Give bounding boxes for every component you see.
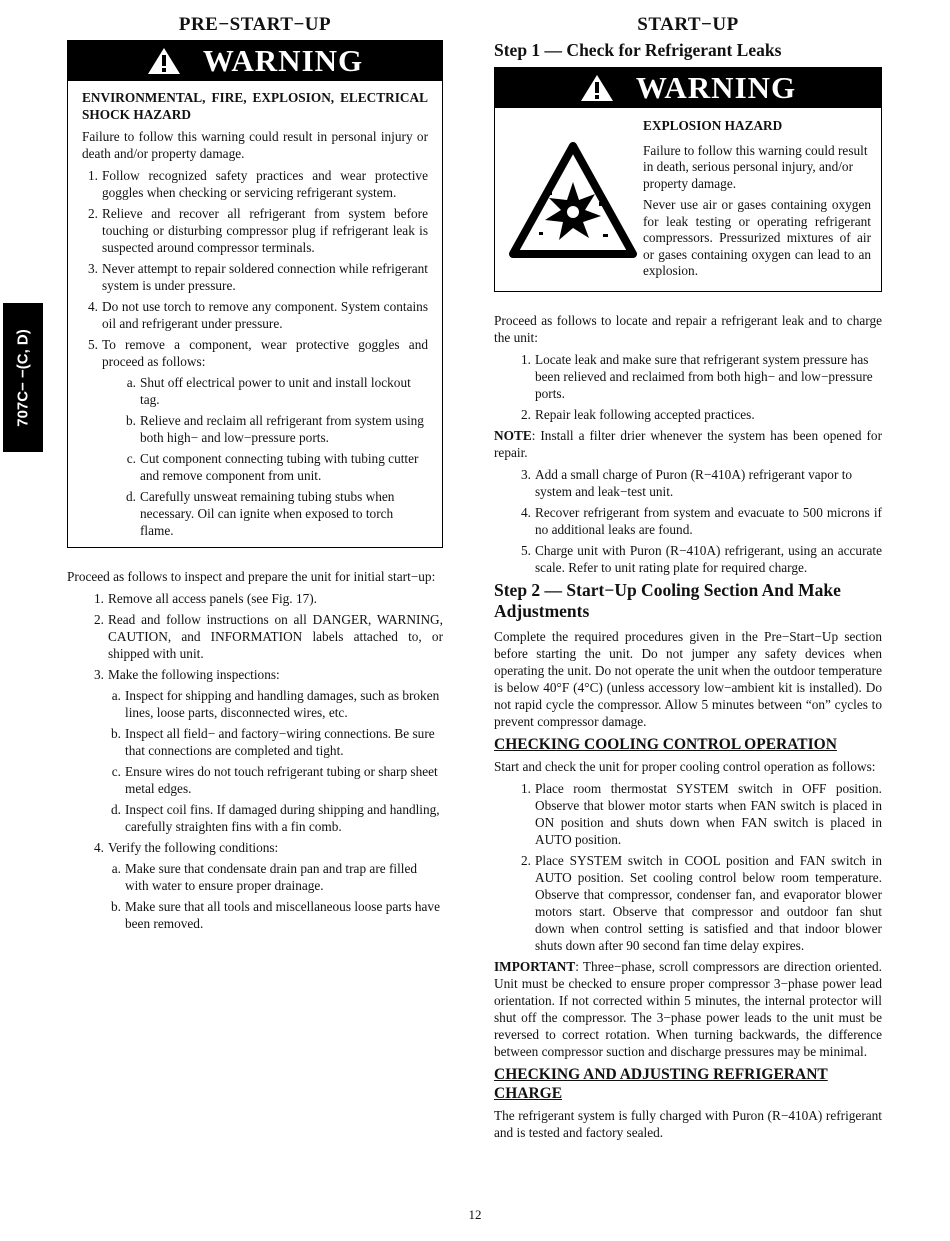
- explosion-hazard-icon: [509, 142, 637, 260]
- warning-label: WARNING: [635, 70, 797, 105]
- right-warning-box: [494, 67, 882, 292]
- warning-p1: Failure to follow this warning could result in death, serious personal injury, and/or property damage.: [643, 142, 868, 191]
- list-item: 5. To remove a component, wear protective goggles and proceed as follows:: [88, 337, 428, 369]
- step2-title: Step 2 — Start−Up Cooling Section And Make Adjustments: [494, 579, 841, 621]
- list-item: 1. Place room thermostat SYSTEM switch in OFF position. Observe that blower motor starts when FAN switch is placed in ON position and shuts down when FAN switch is placed in AUTO position.: [521, 780, 882, 847]
- note-text: : Install a filter drier whenever the system has been opened for repair.: [494, 427, 882, 460]
- cooling-heading: CHECKING COOLING CONTROL OPERATION: [494, 735, 837, 753]
- left-warning-box: [67, 40, 443, 548]
- page-number: 12: [468, 1207, 482, 1222]
- list-item: 2. Read and follow instructions on all DANGER, WARNING, CAUTION, and INFORMATION labels attached to, or shipped with unit.: [94, 612, 443, 661]
- note-paragraph: [494, 427, 882, 461]
- proceed-paragraph: Proceed as follows to locate and repair a refrigerant leak and to charge the unit:: [494, 312, 882, 345]
- charge-paragraph: The refrigerant system is fully charged with Puron (R−410A) refrigerant and is tested and factory sealed.: [494, 1107, 882, 1140]
- warning-bar: [495, 68, 881, 108]
- warning-triangle-icon: [147, 47, 181, 75]
- list-item: 4. Recover refrigerant from system and evacuate to 500 microns if no additional leaks are found.: [521, 504, 882, 537]
- proceed-paragraph: Proceed as follows to inspect and prepare the unit for initial start−up:: [67, 569, 436, 584]
- charge-heading: CHECKING AND ADJUSTING REFRIGERANT CHARGE: [494, 1065, 828, 1102]
- step2-paragraph: Complete the required procedures given in the Pre−Start−Up section before starting the unit. Do not jumper any safety devices when operating the unit. Do not operate the unit when the outdoor temperature is below 40°F (4°C) (unless accessory low−ambient kit is installed). Do not rapid cycle the compressor. Allow 5 minutes between “on” cycles to prevent compressor damage.: [494, 628, 882, 729]
- side-tab-label: 707C− −(C, D): [14, 328, 32, 427]
- hazard-heading: EXPLOSION HAZARD: [643, 118, 783, 133]
- sub-list-item: b. Make sure that all tools and miscellaneous loose parts have been removed.: [111, 899, 440, 931]
- sub-list-item: d. Carefully unsweat remaining tubing stubs when necessary. Oil can ignite when exposed to torch flame.: [126, 489, 395, 538]
- list-item: 3. Add a small charge of Puron (R−410A) refrigerant vapor to system and leak−test unit.: [521, 466, 853, 499]
- leak-section: [494, 312, 882, 1141]
- start-up-title: START−UP: [637, 14, 739, 35]
- note-label: NOTE: [494, 427, 532, 443]
- important-paragraph: [494, 958, 882, 1060]
- list-item: 2. Relieve and recover all refrigerant from system before touching or disturbing compressor plug if refrigerant leak is suspected around compressor terminals.: [88, 206, 428, 255]
- warning-triangle-icon: [580, 74, 614, 102]
- inspection-section: [67, 568, 443, 932]
- warning-p2: Never use air or gases containing oxygen for leak testing or operating refrigerant compressors. Pressurized mixtures of air or gases containing oxygen can lead to an explosion.: [643, 197, 871, 278]
- pre-start-up-title: PRE−START−UP: [178, 14, 332, 35]
- warning-label: WARNING: [202, 43, 364, 78]
- sub-list-item: a. Shut off electrical power to unit and install lockout tag.: [126, 375, 411, 407]
- hazard-heading: ENVIRONMENTAL, FIRE, EXPLOSION, ELECTRICAL SHOCK HAZARD: [82, 90, 428, 122]
- sub-list-item: d. Inspect coil fins. If damaged during shipping and handling, carefully straighten fins with a fin comb.: [111, 802, 440, 834]
- list-item: 1. Locate leak and make sure that refrigerant system pressure has been relieved and reclaimed from both high− and low−pressure ports.: [521, 351, 873, 401]
- list-item: 4. Verify the following conditions:: [94, 840, 279, 855]
- sub-list-item: a. Make sure that condensate drain pan and trap are filled with water to ensure proper drainage.: [111, 861, 418, 893]
- sub-list-item: b. Relieve and reclaim all refrigerant from system using both high− and low−pressure ports.: [126, 413, 424, 445]
- list-item: 3. Make the following inspections:: [94, 667, 280, 682]
- sub-list-item: a. Inspect for shipping and handling damages, such as broken lines, loose parts, disconnected wires, etc.: [111, 688, 440, 720]
- right-column: [494, 14, 882, 1146]
- sub-list-item: b. Inspect all field− and factory−wiring connections. Be sure that connections are completed and tight.: [111, 726, 435, 758]
- list-item: 4. Do not use torch to remove any component. System contains oil and refrigerant under pressure.: [88, 299, 428, 331]
- side-tab: [3, 303, 43, 452]
- list-item: 5. Charge unit with Puron (R−410A) refrigerant, using an accurate scale. Refer to unit rating plate for required charge.: [521, 542, 882, 575]
- sub-list-item: c. Cut component connecting tubing with tubing cutter and remove component from unit.: [126, 451, 419, 483]
- important-text: : Three−phase, scroll compressors are direction oriented. Unit must be checked to ensure proper compressor 3−phase power lead orientation. If not corrected within 5 minutes, the internal protector will shut off the compressor. The 3−phase power leads to the unit must be reversed to correct rotation. When turning backwards, the difference between compressor suction and discharge pressures may be minimal.: [494, 958, 882, 1059]
- list-item: 3. Never attempt to repair soldered connection while refrigerant system is under pressure.: [88, 261, 429, 293]
- list-item: 2. Place SYSTEM switch in COOL position and FAN switch in AUTO position. Set cooling control below room temperature. Observe that compressor, condenser fan, and evaporator blower motors start. Observe that compressor and outdoor fan shut down when control setting is satisfied and that indoor blower shuts down after 90 second fan time delay expires.: [521, 852, 882, 953]
- important-label: IMPORTANT: [494, 958, 576, 974]
- list-item: 1. Follow recognized safety practices and wear protective goggles when checking or servicing refrigerant system.: [88, 168, 428, 200]
- list-item: 1. Remove all access panels (see Fig. 17).: [94, 591, 317, 606]
- warning-intro: Failure to follow this warning could result in personal injury or death and/or property damage.: [82, 129, 428, 161]
- warning-list: [82, 167, 428, 539]
- left-column: [67, 14, 443, 936]
- warning-bar: [68, 41, 442, 81]
- sub-list-item: c. Ensure wires do not touch refrigerant tubing or sharp sheet metal edges.: [111, 764, 438, 796]
- step1-title: Step 1 — Check for Refrigerant Leaks: [494, 40, 782, 60]
- list-item: 2. Repair leak following accepted practices.: [521, 406, 755, 422]
- cooling-intro: Start and check the unit for proper cooling control operation as follows:: [494, 758, 876, 774]
